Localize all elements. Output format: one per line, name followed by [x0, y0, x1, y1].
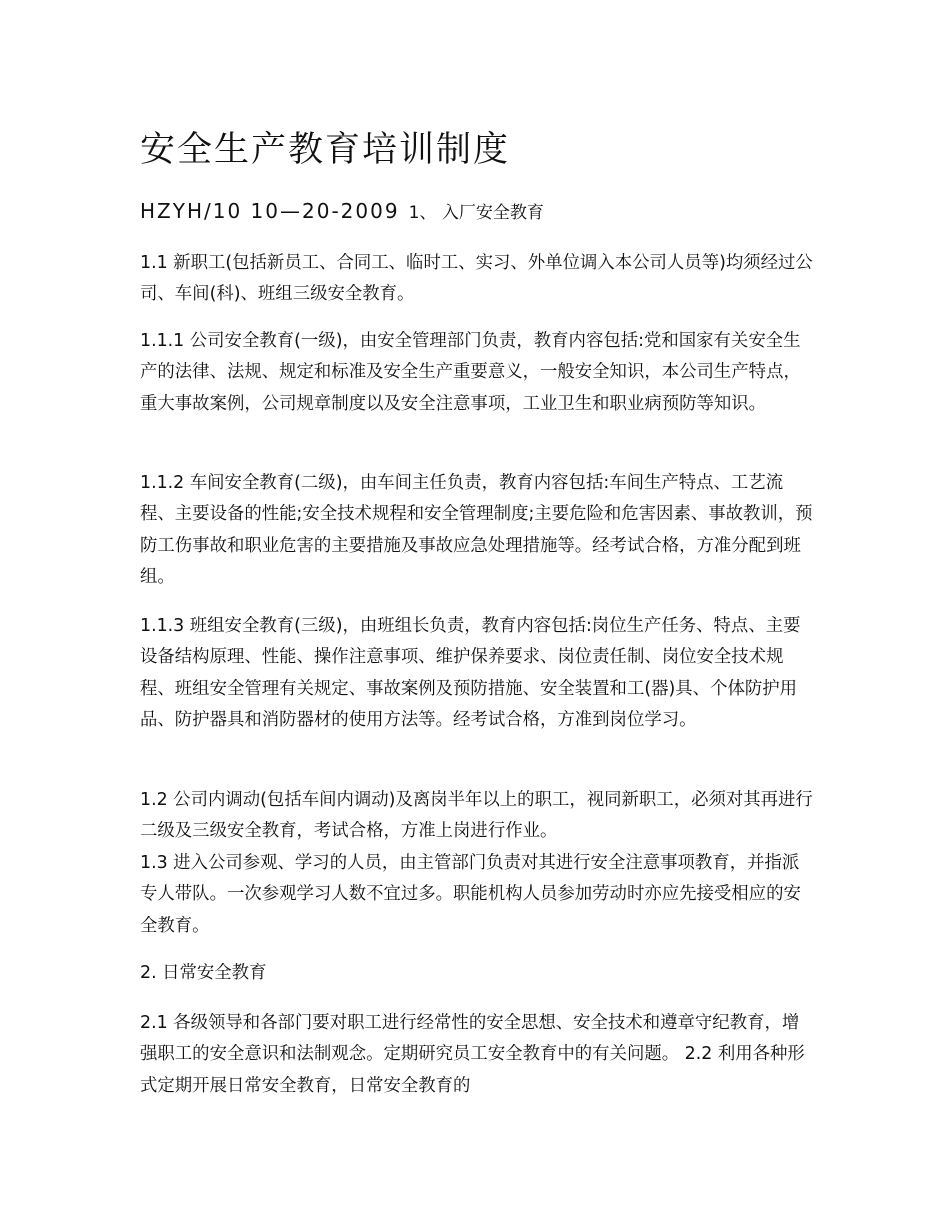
paragraph-1-2: 1.2 公司内调动(包括车间内调动)及离岗半年以上的职工，视同新职工，必须对其再进行二级及三级安全教育，考试合格，方准上岗进行作业。 [140, 790, 813, 842]
document-code-line [140, 197, 544, 227]
paragraph-1-1-3: 1.1.3 班组安全教育(三级)，由班组长负责，教育内容包括:岗位生产任务、特点、主要设备结构原理、性能、操作注意事项、维护保养要求、岗位责任制、岗位安全技术规程、班组安全管理有关规定、事故案例及预防措施、安全装置和工(器)具、个体防护用品、防护器具和消防器材的使用方法等。经考试合格，方准到岗位学习。 [140, 616, 801, 731]
section-heading-1: 1、 入厂安全教育 [408, 203, 544, 223]
paragraph-1-1: 1.1 新职工(包括新员工、合同工、临时工、实习、外单位调入本公司人员等)均须经过公司、车间(科)、班组三级安全教育。 [140, 253, 813, 305]
document-code: HZYH/10 10—20-2009 [140, 199, 400, 223]
paragraph-1-1-2: 1.1.2 车间安全教育(二级)，由车间主任负责，教育内容包括:车间生产特点、工艺流程、主要设备的性能;安全技术规程和安全管理制度;主要危险和危害因素、事故教训，预防工伤事故和职业危害的主要措施及事故应急处理措施等。经考试合格，方准分配到班组。 [140, 473, 813, 588]
section-heading-2: 2. 日常安全教育 [140, 963, 267, 983]
paragraph-1-3: 1.3 进入公司参观、学习的人员，由主管部门负责对其进行安全注意事项教育，并指派专人带队。一次参观学习人数不宜过多。职能机构人员参加劳动时亦应先接受相应的安全教育。 [140, 853, 801, 936]
paragraph-1-1-1: 1.1.1 公司安全教育(一级)，由安全管理部门负责，教育内容包括:党和国家有关安全生产的法律、法规、规定和标准及安全生产重要意义，一般安全知识，本公司生产特点，重大事故案例，公司规章制度以及安全注意事项，工业卫生和职业病预防等知识。 [140, 331, 801, 414]
paragraph-2-1: 2.1 各级领导和各部门要对职工进行经常性的安全思想、安全技术和遵章守纪教育，增强职工的安全意识和法制观念。定期研究员工安全教育中的有关问题。 2.2 利用各种形式定期开展日常安全教育，日常安全教育的 [140, 1013, 805, 1096]
document-title: 安全生产教育培训制度 [140, 130, 511, 170]
